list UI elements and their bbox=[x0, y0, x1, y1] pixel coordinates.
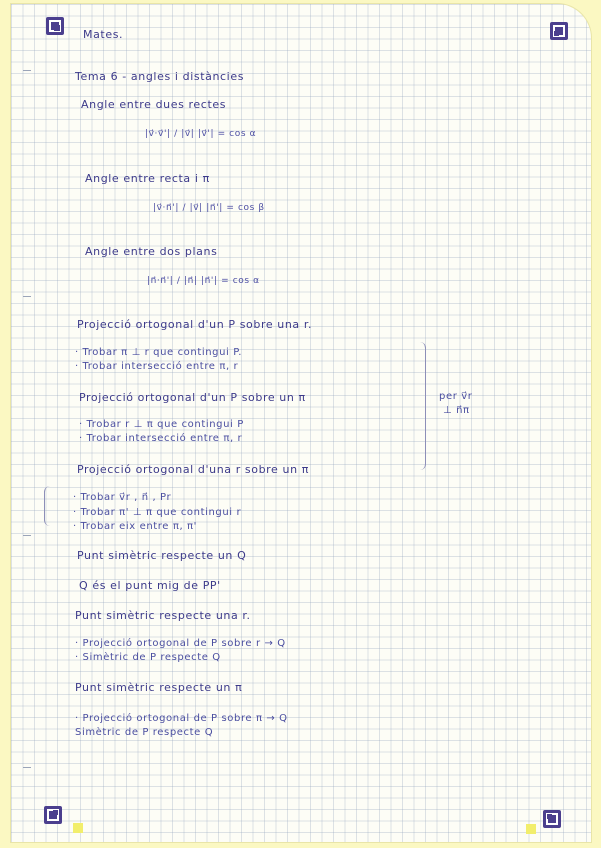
bullet-item: · Trobar π ⊥ r que contingui P. bbox=[75, 347, 243, 358]
formula: |n⃗·n⃗'| / |n⃗| |n⃗'| = cos α bbox=[147, 276, 260, 286]
margin-mark bbox=[23, 70, 31, 71]
section-heading: Punt simètric respecte un π bbox=[75, 681, 243, 694]
bullet-item: · Trobar intersecció entre π, r bbox=[79, 433, 243, 444]
left-bracket bbox=[44, 486, 51, 526]
bullet-item: · Simètric de P respecte Q bbox=[75, 652, 221, 663]
bullet-item: · Trobar intersecció entre π, r bbox=[75, 361, 239, 372]
section-heading: Projecció ortogonal d'un P sobre una r. bbox=[77, 318, 313, 331]
side-note: per v⃗r bbox=[439, 391, 473, 402]
margin-mark bbox=[23, 767, 31, 768]
scan-marker-top-left-icon bbox=[46, 17, 64, 35]
section-heading: Projecció ortogonal d'una r sobre un π bbox=[77, 463, 309, 476]
section-heading: Angle entre dos plans bbox=[85, 245, 218, 258]
formula: |v⃗·v⃗'| / |v⃗| |v⃗'| = cos α bbox=[145, 129, 257, 139]
bullet-item: · Trobar v⃗r , n⃗ , Pr bbox=[73, 492, 172, 503]
scan-tab-marker bbox=[526, 824, 536, 834]
scan-tab-marker bbox=[73, 823, 83, 833]
section-heading: Angle entre dues rectes bbox=[81, 98, 227, 111]
bullet-item: · Trobar eix entre π, π' bbox=[73, 521, 197, 532]
bullet-item: · Projecció ortogonal de P sobre π → Q bbox=[75, 713, 288, 724]
side-note: ⊥ n⃗π bbox=[443, 405, 470, 416]
subject-label: Mates. bbox=[83, 28, 124, 41]
section-heading: Projecció ortogonal d'un P sobre un π bbox=[79, 391, 306, 404]
margin-mark bbox=[23, 535, 31, 536]
note-line: Q és el punt mig de PP' bbox=[79, 579, 221, 592]
section-heading: Punt simètric respecte una r. bbox=[75, 609, 251, 622]
bullet-item: Simètric de P respecte Q bbox=[75, 727, 214, 738]
bullet-item: · Trobar r ⊥ π que contingui P bbox=[79, 419, 244, 430]
curly-brace bbox=[417, 342, 426, 470]
formula: |v⃗·n⃗'| / |v⃗| |n⃗'| = cos β bbox=[153, 203, 265, 213]
scan-marker-top-right-icon bbox=[550, 22, 568, 40]
bullet-item: · Projecció ortogonal de P sobre r → Q bbox=[75, 638, 286, 649]
section-heading: Angle entre recta i π bbox=[85, 172, 210, 185]
margin-mark bbox=[23, 296, 31, 297]
section-heading: Punt simètric respecte un Q bbox=[77, 549, 247, 562]
scan-marker-bottom-left-icon bbox=[44, 806, 62, 824]
page-title: Tema 6 - angles i distàncies bbox=[75, 70, 245, 83]
scan-marker-bottom-right-icon bbox=[543, 810, 561, 828]
bullet-item: · Trobar π' ⊥ π que contingui r bbox=[73, 507, 242, 518]
grid-paper-sheet bbox=[11, 4, 591, 842]
